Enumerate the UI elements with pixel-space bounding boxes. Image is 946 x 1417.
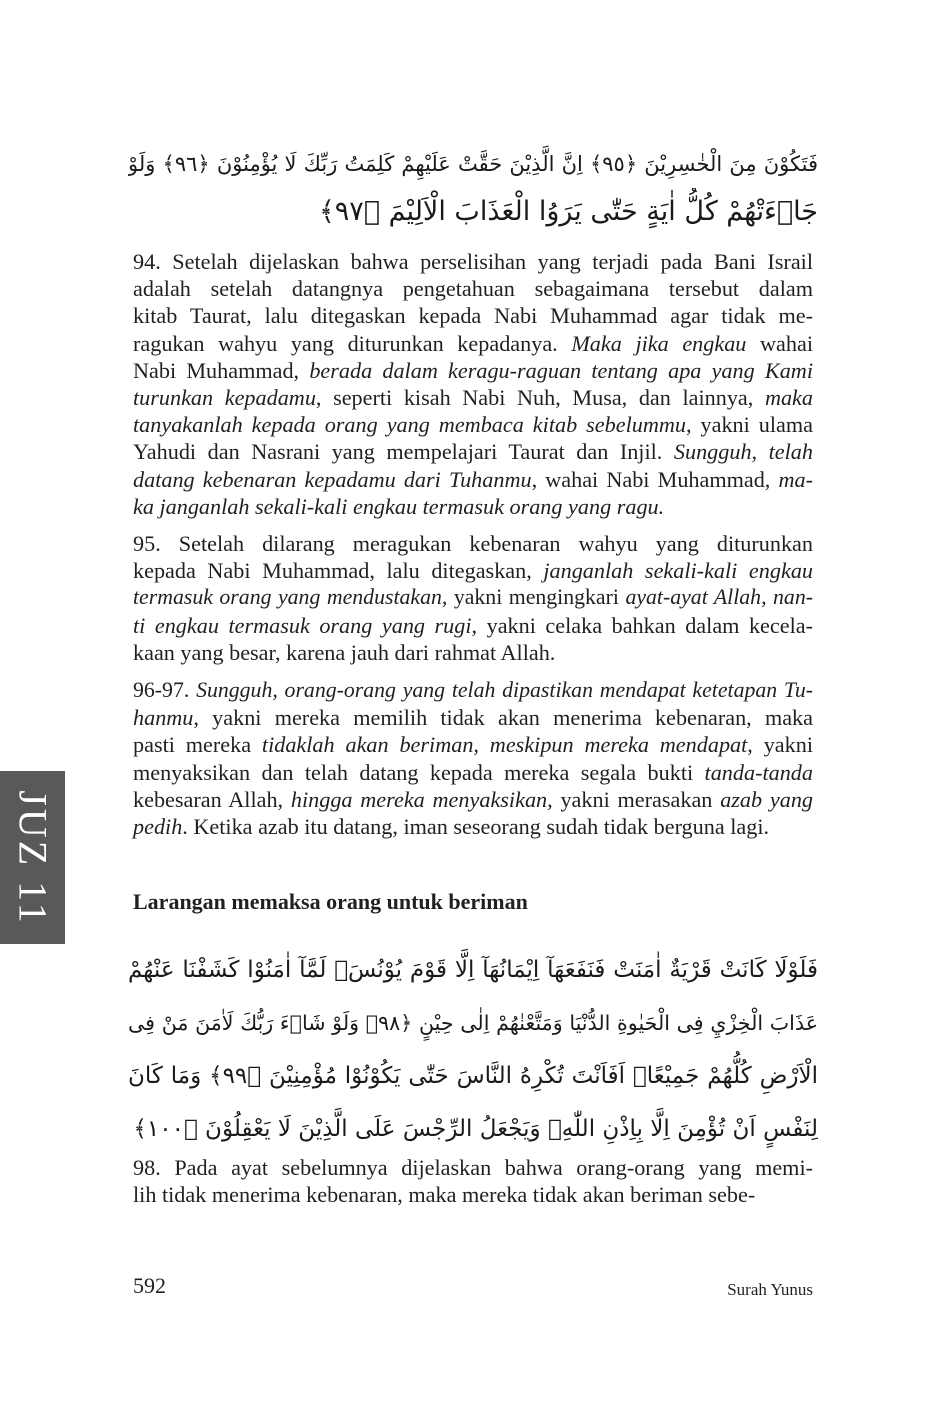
commentary-line <box>133 639 813 666</box>
commentary-line <box>133 813 813 840</box>
arabic-verse-line: عَذَابَ الْخِزْيِ فِى الْحَيٰوةِ الدُّنْيَا وَمَتَّعْنٰهُمْ اِلٰى حِيْنٍ ﴿٩٨﴾ وَلَوْ شَاۤءَ رَبُّكَ لَاٰمَنَ مَنْ فِى <box>128 1011 818 1035</box>
commentary-verse-95 <box>133 530 813 666</box>
commentary-text: , yakni <box>747 732 813 758</box>
commentary-text: kebesaran Allah, <box>133 786 291 812</box>
italic-quote-text: datang kebenaran kepadamu dari Tuhanmu <box>133 466 532 492</box>
commentary-line <box>133 302 813 329</box>
commentary-text: 98. Pada ayat sebelumnya dijelaskan bahwa orang-orang yang memi- <box>133 1155 813 1180</box>
italic-quote-text: berada dalam keragu-raguan tentang apa yang Kami <box>309 357 813 383</box>
italic-quote-text: hingga mereka menyaksikan, <box>290 786 553 812</box>
italic-quote-text: ma- <box>778 466 813 492</box>
commentary-text: yakni merasakan <box>552 786 721 812</box>
italic-quote-text: Sungguh, orang-orang yang telah dipastikan mendapat ketetapan Tu- <box>196 678 813 702</box>
italic-quote-text: azab yang <box>720 786 814 812</box>
commentary-text: lih tidak menerima kebenaran, maka mereka tidak akan beriman sebe- <box>133 1182 756 1208</box>
arabic-verse-line: الْاَرْضِ كُلُّهُمْ جَمِيْعًاۗ اَفَاَنْتَ تُكْرِهُ النَّاسَ حَتّٰى يَكُوْنُوْا مُؤْمِنِيْنَ ﴿٩٩﴾ وَمَا كَانَ <box>128 1063 818 1089</box>
commentary-line <box>133 438 813 465</box>
commentary-line <box>133 384 813 411</box>
commentary-text: kitab Taurat, lalu ditegaskan kepada Nabi Muhammad agar tidak me- <box>133 303 813 329</box>
italic-quote-text: tidaklah akan beriman, meskipun mereka mendapat <box>261 732 748 758</box>
commentary-verse-98 <box>133 1154 813 1208</box>
italic-quote-text: termasuk orang yang mendustakan, <box>133 585 448 610</box>
commentary-text: kepada Nabi Muhammad, lalu ditegaskan, <box>133 558 544 584</box>
commentary-line <box>133 759 813 786</box>
commentary-line <box>133 275 813 302</box>
running-footer-title: Surah Yunus <box>727 1280 813 1299</box>
commentary-text: , yakni ulama <box>685 412 813 438</box>
commentary-line <box>133 1154 813 1181</box>
arabic-verse-line: لِنَفْسٍ اَنْ تُؤْمِنَ اِلَّا بِاِذْنِ اللّٰهِۗ وَيَجْعَلُ الرِّجْسَ عَلَى الَّذِيْنَ لَا يَعْقِلُوْنَ ﴿١٠٠﴾ <box>133 1116 818 1142</box>
commentary-line <box>133 557 813 584</box>
commentary-verse-94 <box>133 248 813 520</box>
italic-quote-text: Maka jika engkau <box>571 330 747 356</box>
commentary-line <box>133 584 813 611</box>
section-heading: Larangan memaksa orang untuk beriman <box>133 889 528 914</box>
italic-quote-text: tanda-tanda <box>704 759 813 785</box>
commentary-text: . Ketika azab itu datang, iman seseorang sudah tidak berguna lagi. <box>182 814 770 840</box>
juz-label: JUZ 11 <box>10 789 55 926</box>
commentary-line <box>133 530 813 557</box>
commentary-line <box>133 704 813 731</box>
commentary-line <box>133 357 813 384</box>
arabic-verse-line: جَاۤءَتْهُمْ كُلُّ اٰيَةٍ حَتّٰى يَرَوُا الْعَذَابَ الْاَلِيْمَ ﴿٩٧﴾ <box>318 196 818 227</box>
italic-quote-text: janganlah sekali-kali engkau <box>543 558 814 584</box>
commentary-text: , wahai Nabi Muhammad, <box>531 466 779 492</box>
commentary-line <box>133 1181 813 1208</box>
commentary-line <box>133 731 813 758</box>
arabic-verse-line: فَلَوْلَا كَانَتْ قَرْيَةٌ اٰمَنَتْ فَنَفَعَهَآ اِيْمَانُهَآ اِلَّا قَوْمَ يُوْنُسَۗ لَمَّآ اٰمَنُوْا كَشَفْنَا عَنْهُمْ <box>128 957 818 983</box>
commentary-line <box>133 677 813 704</box>
italic-quote-text: pedih <box>133 814 183 840</box>
italic-quote-text: ayat-ayat Allah, nan- <box>625 585 813 610</box>
commentary-text: menyaksikan dan telah datang kepada mereka segala bukti <box>133 759 705 785</box>
arabic-verses-95-97 <box>128 140 818 236</box>
italic-quote-text: turunkan kepadamu <box>133 385 316 411</box>
page-number: 592 <box>133 1273 166 1298</box>
commentary-text: 94. Setelah dijelaskan bahwa perselisihan yang terjadi pada Bani Israil <box>133 249 813 274</box>
commentary-line <box>133 330 813 357</box>
commentary-line <box>133 248 813 275</box>
italic-quote-text: ti engkau termasuk orang yang rugi <box>133 612 472 638</box>
commentary-line <box>133 612 813 639</box>
arabic-verse-line: فَتَكُوْنَ مِنَ الْخٰسِرِيْنَ ﴿٩٥﴾ اِنَّ الَّذِيْنَ حَقَّتْ عَلَيْهِمْ كَلِمَتُ رَبِّكَ لَا يُؤْمِنُوْنَ ﴿٩٦﴾ وَلَوْ <box>128 152 818 176</box>
commentary-text: Nabi Muhammad, <box>133 357 310 383</box>
commentary-text: 95. Setelah dilarang meragukan kebenaran wahyu yang diturunkan <box>133 531 813 556</box>
commentary-text: , yakni mereka memilih tidak akan menerima kebenaran, maka <box>193 705 813 731</box>
commentary-line <box>133 411 813 438</box>
commentary-line <box>133 493 813 520</box>
commentary-text: Yahudi dan Nasrani yang mempelajari Taurat dan Injil. <box>133 439 674 465</box>
italic-quote-text: tanyakanlah kepada orang yang membaca kitab sebelummu <box>133 412 686 438</box>
juz-side-tab <box>0 771 65 944</box>
commentary-text: yakni mengingkari <box>447 585 626 610</box>
commentary-text: , yakni celaka bahkan dalam kecela- <box>471 612 813 638</box>
commentary-text: , seperti kisah Nabi Nuh, Musa, dan lainnya, <box>315 385 765 411</box>
commentary-text: 96-97. <box>133 678 197 702</box>
commentary-verse-96-97 <box>133 677 813 840</box>
commentary-text: pasti mereka <box>133 732 262 758</box>
arabic-verses-98-100 <box>128 944 818 1156</box>
italic-quote-text: maka <box>764 385 813 411</box>
commentary-line <box>133 786 813 813</box>
commentary-text: adalah setelah datangnya pengetahuan sebagaimana tersebut dalam <box>133 276 813 302</box>
commentary-text: kaan yang besar, karena jauh dari rahmat Allah. <box>133 639 556 665</box>
italic-quote-text: hanmu <box>133 705 194 731</box>
commentary-text: ragukan wahyu yang diturunkan kepadanya. <box>133 330 572 356</box>
commentary-text: wahai <box>746 330 813 356</box>
italic-quote-text: Sungguh, telah <box>673 439 813 465</box>
commentary-line <box>133 466 813 493</box>
italic-quote-text: ka janganlah sekali-kali engkau termasuk orang yang ragu. <box>133 493 665 519</box>
